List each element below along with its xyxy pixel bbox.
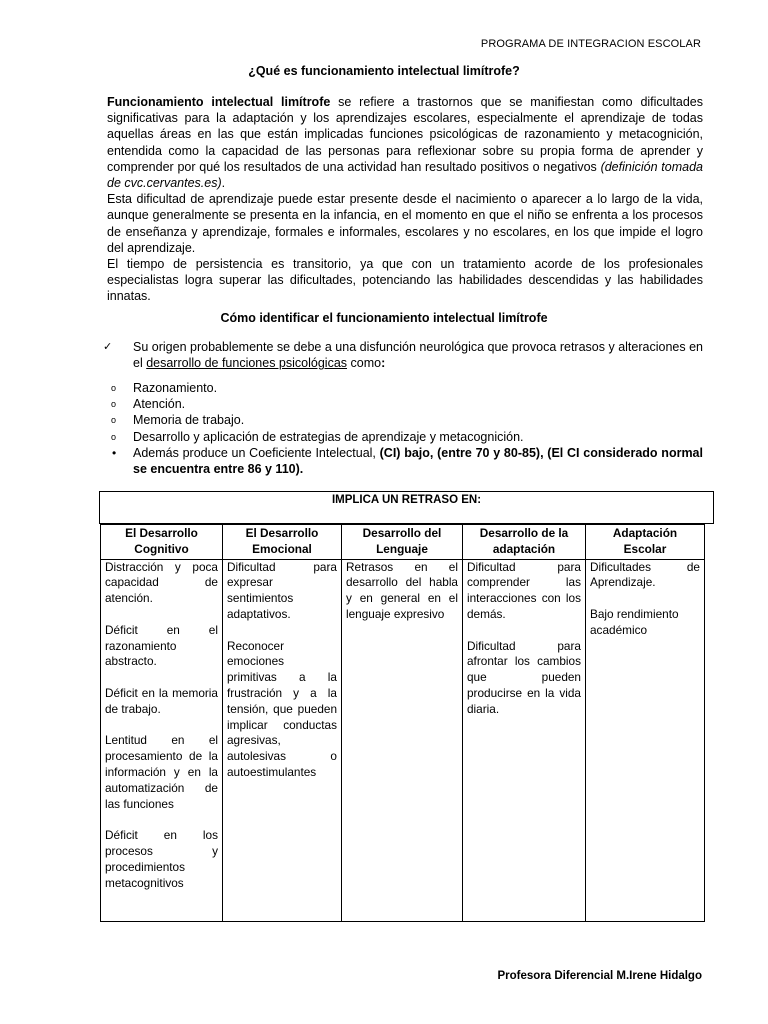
list-item-text: Atención. — [133, 397, 186, 412]
list-item — [103, 429, 703, 445]
check-text-before: Su origen probablemente se debe a una disfunción neurológica que provoca retrasos y alteraciones en el — [133, 340, 703, 371]
ci-text-start: Además produce un Coeficiente Intelectual, — [133, 445, 380, 460]
circle-bullet-icon: o — [111, 399, 117, 410]
cell-emocional — [223, 559, 342, 921]
intro-p1-end: . — [221, 176, 226, 191]
list-item — [103, 412, 703, 428]
list-item-text: Desarrollo y aplicación de estrategias de aprendizaje y metacognición. — [133, 429, 524, 444]
list-item-text: Memoria de trabajo. — [133, 413, 245, 428]
intro-citation: (definición tomada de cvc.cervantes.es) — [107, 159, 703, 191]
cell-text: Dificultad para expresar sentimientos adaptativos. — [227, 559, 337, 621]
section-subtitle: Cómo identificar el funcionamiento intelectual limítrofe — [220, 311, 548, 325]
cell-escolar — [586, 559, 705, 921]
check-text-colon: : — [381, 356, 386, 371]
intro-paragraph-1 — [107, 94, 703, 191]
cell-text: Distracción y poca capacidad de atención. — [105, 559, 218, 606]
list-item — [103, 380, 703, 396]
list-item-text: Razonamiento. — [133, 381, 218, 395]
ci-text-bold: (CI) bajo, (entre 70 y 80-85), (El CI considerado normal se encuentra entre 86 y 110). — [133, 445, 703, 477]
intro-section — [107, 94, 703, 305]
cell-text: Dificultad para comprender las interacciones con los demás. — [467, 559, 581, 621]
cell-text: Retrasos en el desarrollo del habla y en general en el lenguaje expresivo — [346, 559, 458, 621]
column-header: Adaptación Escolar — [586, 525, 705, 560]
circle-bullet-icon: o — [111, 383, 117, 393]
cell-text: Déficit en el razonamiento abstracto. — [105, 622, 218, 669]
cell-text: Bajo rendimiento académico — [590, 606, 679, 637]
circle-bullet-icon: o — [111, 431, 117, 442]
check-text-after: como — [347, 356, 382, 371]
delay-grid — [100, 524, 705, 922]
cell-text: Dificultad para afrontar los cambios que pueden producirse en la vida diaria. — [467, 638, 581, 716]
column-header: Desarrollo de la adaptación — [463, 525, 586, 560]
checkmark-icon: ✓ — [103, 341, 113, 353]
check-item — [103, 339, 703, 371]
cell-adaptacion — [463, 559, 586, 921]
dot-bullet-icon: • — [112, 445, 117, 460]
column-header: Desarrollo del Lenguaje — [342, 525, 463, 560]
cell-cognitivo — [101, 559, 223, 921]
author-footer: Profesora Diferencial M.Irene Hidalgo — [497, 970, 702, 982]
cell-lenguaje — [342, 559, 463, 921]
check-item-text — [133, 339, 703, 371]
table-caption: IMPLICA UN RETRASO EN: — [99, 491, 714, 524]
intro-term: Funcionamiento intelectual limítrofe — [107, 95, 331, 109]
cell-text: Reconocer emociones primitivas a la frustración y a la tensión, que pueden implicar conductas agresivas, autolesivas o autoestimulantes — [227, 638, 337, 779]
document-title: ¿Qué es funcionamiento intelectual limítrofe? — [248, 64, 520, 78]
circle-bullet-icon: o — [111, 415, 117, 426]
cell-text: Lentitud en el procesamiento de la información y en la automatización de las funciones — [105, 733, 218, 811]
check-text-underlined: desarrollo de funciones psicológicas — [146, 356, 348, 371]
list-item-ci — [103, 445, 703, 477]
table-row — [101, 559, 705, 921]
intro-paragraph-3: El tiempo de persistencia es transitorio, ya que con un tratamiento acorde de los profesionales especialistas logra superar las dificultades, potenciando las habilidades descendidas y las habilidades innatas. — [107, 257, 703, 304]
function-list — [103, 380, 703, 477]
cell-text: Dificultades de Aprendizaje. — [590, 559, 700, 590]
cell-text: Déficit en la memoria de trabajo. — [105, 685, 218, 716]
cell-text: Déficit en los procesos y procedimientos metacognitivos — [105, 828, 218, 890]
intro-paragraph-2: Esta dificultad de aprendizaje puede estar presente desde el nacimiento o aparecer a lo largo de la vida, aunque generalmente se presenta en la infancia, en el momento en que el niño se enfrenta a los procesos de enseñanza y aprendizaje, formales e informales, escolares y no escolares, en los que impide el logro del aprendizaje. — [107, 192, 703, 255]
delay-table — [99, 491, 714, 922]
table-header-row — [101, 525, 705, 560]
intro-p1-text: se refiere a trastornos que se manifiestan como dificultades significativas para la adaptación y los aprendizajes escolares, especialmente el aprendizaje de todas aquellas áreas en las que están implicadas funciones psicológicas de razonamiento y metacognición, entendida como la capacidad de las personas para reflexionar sobre su propia forma de aprender y comprender por qué los resultados de una actividad han resultado positivos o negativos — [107, 95, 703, 174]
column-header: El Desarrollo Cognitivo — [101, 525, 223, 560]
list-item — [103, 396, 703, 412]
column-header: El Desarrollo Emocional — [223, 525, 342, 560]
program-header: PROGRAMA DE INTEGRACION ESCOLAR — [480, 38, 701, 50]
